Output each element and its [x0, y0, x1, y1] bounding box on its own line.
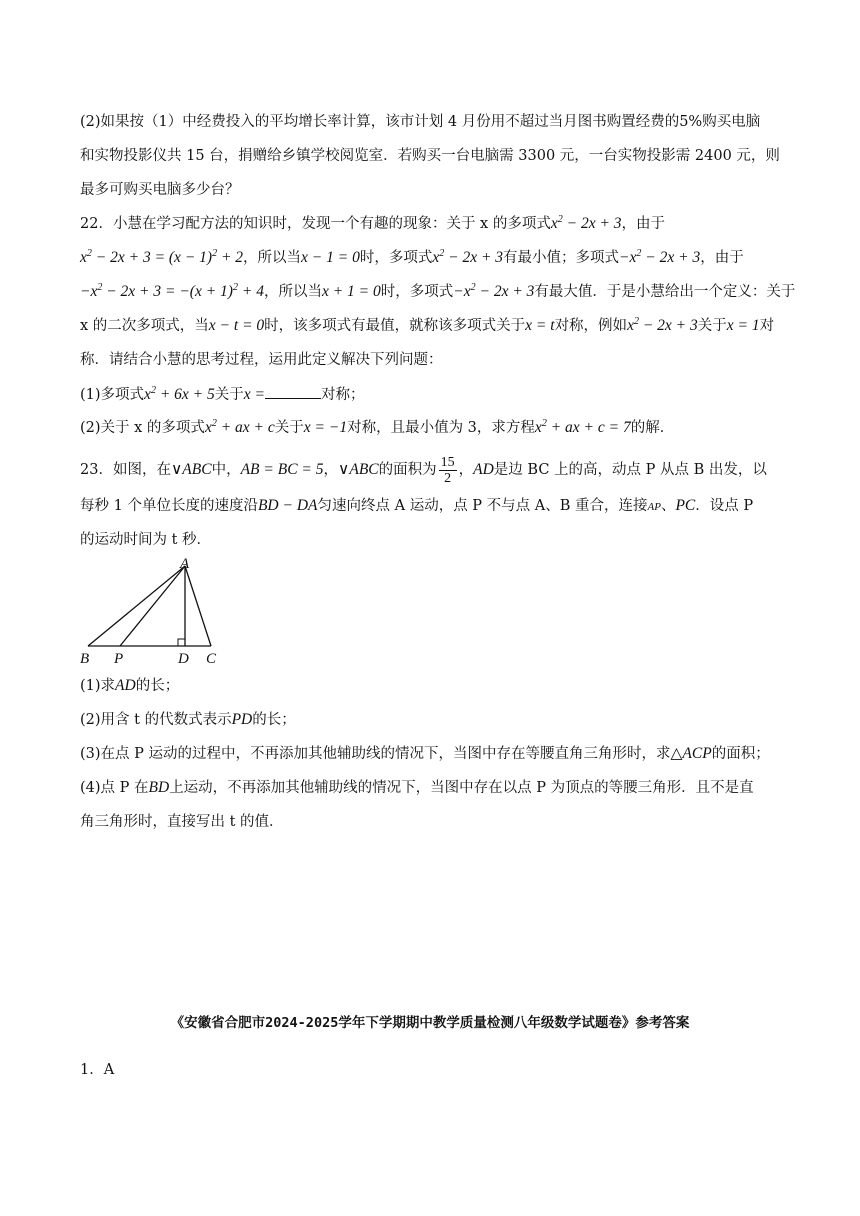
- math-expr: x − 1 = 0: [301, 249, 360, 266]
- answer-key-title: 《安徽省合肥市2024-2025学年下学期期中教学质量检测八年级数学试题卷》参考答案: [170, 1015, 690, 1031]
- text: 关于: [697, 318, 727, 334]
- text: ，: [458, 462, 474, 478]
- exponent: 2: [212, 248, 218, 259]
- text: (2)关于 x 的多项式: [80, 420, 205, 436]
- text: 的解．: [630, 420, 675, 436]
- label-d: D: [178, 651, 189, 667]
- math-expr: $x^2$ + ax + c: [204, 418, 275, 436]
- exponent: 2: [439, 248, 445, 259]
- q23-sub3: [80, 744, 800, 764]
- q22-line5: 称．请结合小慧的思考过程，运用此定义解决下列问题：: [80, 352, 443, 368]
- q22-line4: [80, 316, 800, 336]
- text: 有最大值．于是小慧给出一个定义：关于: [534, 284, 796, 300]
- math-expr: ∨ABC: [170, 461, 212, 478]
- math-expr: $-x^2 - 2x + 3 = -(x + 1)^2 + 4$: [80, 282, 264, 300]
- text: 关于: [214, 387, 244, 403]
- text: 时，该多项式有最值，就称该多项式关于: [264, 318, 526, 334]
- text: 上运动，不再添加其他辅助线的情况下，当图中存在以点 P 为顶点的等腰三角形．且不是直: [169, 780, 754, 796]
- math-expr: $x^2 - 2x + 3$: [432, 248, 504, 266]
- math-expr: $x^2 + 6x + 5$: [144, 385, 215, 403]
- q21-part2-line2: 和实物投影仪共 15 台，捐赠给乡镇学校阅览室．若购买一台电脑需 3300 元，一台实物投影需 2400 元，则: [80, 148, 780, 164]
- text: ，由于: [700, 250, 744, 266]
- label-b: B: [80, 651, 90, 667]
- math-expr: $x^2$ + ax + c = 7: [534, 418, 631, 436]
- label-a: A: [180, 556, 190, 572]
- text: 时，多项式: [380, 284, 454, 300]
- math-expr: AB = BC = 5: [240, 461, 324, 478]
- math-expr: ∨ABC: [338, 461, 379, 478]
- text: 匀速向终点 A 运动，点 P 不与点 A、B 重合，连接: [317, 498, 648, 514]
- answer-1: 1．A: [80, 1062, 115, 1078]
- text: 对称；: [320, 387, 365, 403]
- exponent: 2: [557, 214, 563, 225]
- text: ．设点 P: [695, 498, 754, 514]
- math-expr: PC: [675, 497, 696, 514]
- q22-part1: [80, 384, 800, 405]
- text: 对: [759, 318, 775, 334]
- exponent: 2: [211, 418, 217, 429]
- q21-part2-line3: 最多可购买电脑多少台？: [80, 182, 240, 198]
- text: 对称，且最小值为 3，求方程: [347, 420, 535, 436]
- q23-line1: [80, 452, 800, 488]
- q23-sub1: [80, 676, 800, 696]
- exponent: 2: [97, 282, 103, 293]
- text: 的长；: [252, 712, 296, 728]
- exponent: 2: [633, 316, 639, 327]
- q22-line3: [80, 282, 800, 302]
- text: 关于: [274, 420, 304, 436]
- text: (1)求: [80, 678, 116, 694]
- exponent: 2: [470, 282, 476, 293]
- math-expr: BD: [148, 779, 170, 796]
- text: 有最小值；多项式: [503, 250, 620, 266]
- math-expr: AP: [647, 501, 661, 513]
- math-expr: $-x^2 - 2x + 3$: [453, 282, 535, 300]
- segment-ac: [185, 566, 211, 646]
- q23-line2: [80, 496, 800, 517]
- label-p: P: [114, 651, 124, 667]
- q21-part2-line1: (2)如果按（1）中经费投入的平均增长率计算，该市计划 4 月份用不超过当月图书购置经费的5%购买电脑: [80, 114, 761, 130]
- math-expr: △ACP: [670, 745, 712, 762]
- text: 的面积；: [711, 746, 770, 762]
- q23-sub2: [80, 710, 800, 730]
- math-expr: AD: [115, 677, 136, 694]
- segment-ap: [120, 566, 185, 646]
- text: ，所以当: [243, 250, 302, 266]
- exponent: 2: [150, 385, 156, 396]
- text: ，所以当: [263, 284, 322, 300]
- exponent: 2: [636, 248, 642, 259]
- fraction: [439, 455, 457, 486]
- segment-ab: [88, 566, 185, 646]
- text: (1)多项式: [80, 387, 145, 403]
- text: 对称，例如: [554, 318, 628, 334]
- text: (3)在点 P 运动的过程中，不再添加其他辅助线的情况下，当图中存在等腰直角三角形时，求: [80, 746, 671, 762]
- math-expr: $x^2 - 2x + 3$: [627, 316, 698, 334]
- math-expr: x + 1 = 0: [321, 283, 381, 300]
- exponent: 2: [541, 418, 547, 429]
- exponent: 2: [232, 282, 238, 293]
- text: 、: [660, 498, 676, 514]
- q22-part2: [80, 418, 800, 438]
- math-expr: BD − DA: [257, 497, 318, 514]
- math-expr: $x^2 - 2x + 3 = (x - 1)^2 + 2$: [80, 248, 244, 266]
- text: 23．如图，在: [80, 462, 171, 478]
- text: 中，: [211, 462, 241, 478]
- text: 时，多项式: [359, 250, 433, 266]
- text: 的长；: [135, 678, 180, 694]
- fraction-numerator: 15: [440, 454, 455, 470]
- math-expr: PD: [231, 711, 253, 728]
- math-expr: x = 1: [726, 317, 760, 334]
- text: (4)点 P 在: [80, 780, 149, 796]
- math-expr: x = −1: [303, 419, 348, 436]
- label-c: C: [206, 651, 217, 667]
- text: 每秒 1 个单位长度的速度沿: [80, 498, 258, 514]
- math-expr: x = t: [525, 317, 555, 334]
- q23-sub4-cont: 角三角形时，直接写出 t 的值．: [80, 814, 284, 830]
- fraction-denominator: 2: [444, 470, 452, 486]
- text: ，: [323, 462, 338, 478]
- text: ，由于: [621, 216, 666, 232]
- text: 22．小慧在学习配方法的知识时，发现一个有趣的现象：关于 x 的多项式: [80, 216, 551, 232]
- text: (2)用含 t 的代数式表示: [80, 712, 232, 728]
- text: 是边 BC 上的高，动点 P 从点 B 出发，以: [493, 462, 767, 478]
- triangle-figure: [72, 556, 232, 668]
- text: 的面积为: [378, 462, 437, 478]
- exponent: 2: [86, 248, 92, 259]
- q22-line2: [80, 248, 800, 268]
- math-expr: x =: [243, 386, 265, 403]
- q23-sub4: [80, 778, 800, 798]
- math-expr: $x^2 - 2x + 3$: [550, 214, 622, 232]
- q22-line1: [80, 214, 800, 234]
- text: x 的二次多项式，当: [80, 318, 209, 334]
- math-expr: $-x^2 - 2x + 3$: [619, 248, 701, 266]
- right-angle-mark: [178, 639, 185, 646]
- math-expr: x − t = 0: [208, 317, 265, 334]
- math-expr: AD: [473, 461, 494, 478]
- q23-line3: 的运动时间为 t 秒．: [80, 532, 212, 548]
- answer-blank: [265, 384, 321, 399]
